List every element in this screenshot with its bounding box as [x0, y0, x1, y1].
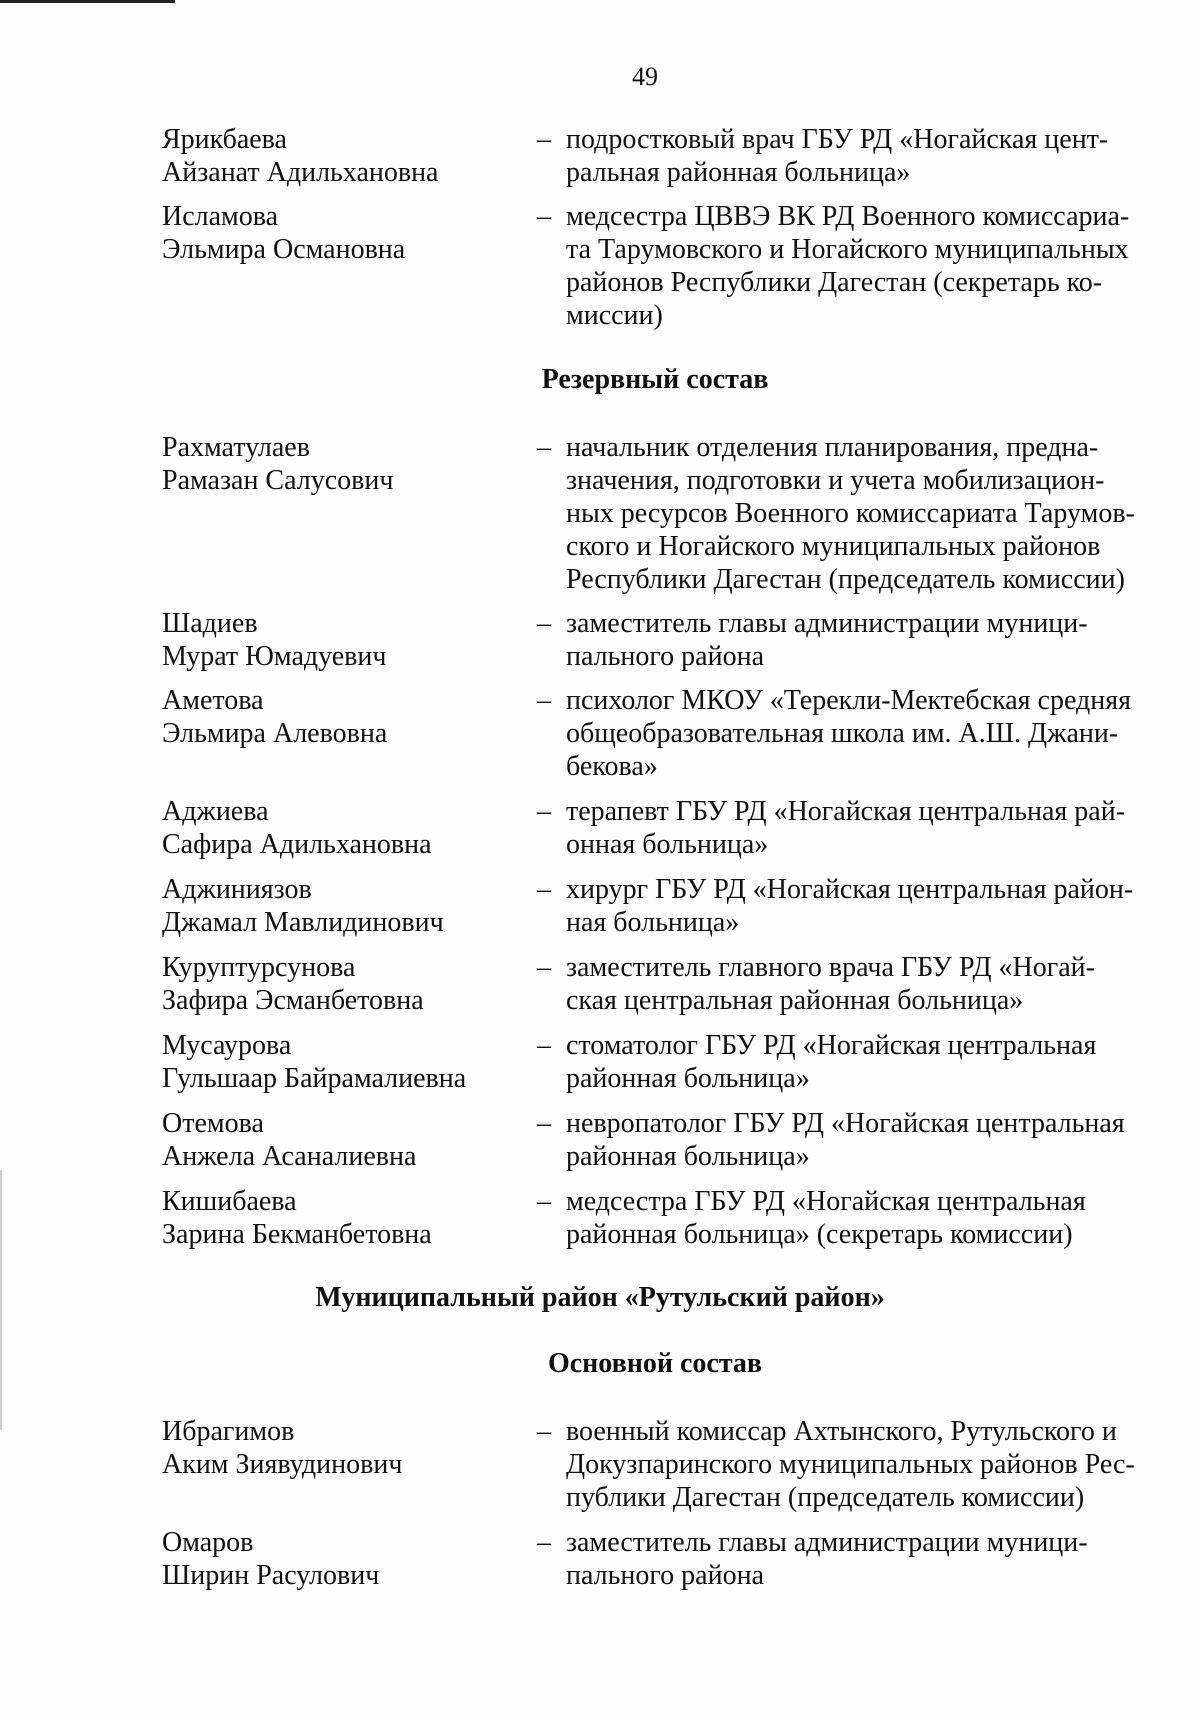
member-position: [566, 873, 1156, 939]
position-line: районная больница» (секретарь комиссии): [566, 1219, 1073, 1250]
position-line: хирург ГБУ РД «Ногайская центральная район-: [566, 874, 1134, 905]
member-given-names: Зафира Эсманбетовна: [162, 985, 424, 1016]
member-surname: Куруптурсунова: [162, 952, 356, 983]
member-name: [162, 431, 502, 497]
member-name: [162, 795, 502, 861]
member-surname: Кишибаева: [162, 1186, 297, 1217]
position-line: та Тарумовского и Ногайского муниципальных: [566, 234, 1129, 265]
dash: –: [537, 1108, 551, 1139]
position-line: районная больница»: [566, 1141, 810, 1172]
member-name: [162, 1029, 502, 1095]
position-line: заместитель главного врача ГБУ РД «Ногай-: [566, 952, 1095, 983]
member-position: [566, 684, 1156, 783]
member-given-names: Рамазан Салусович: [162, 465, 394, 496]
position-line: пального района: [566, 1560, 764, 1591]
position-line: ная больница»: [566, 907, 740, 938]
position-line: ных ресурсов Военного комиссариата Тарумов-: [566, 498, 1135, 529]
position-line: военный комиссар Ахтынского, Рутульского и: [566, 1416, 1117, 1447]
member-position: [566, 1029, 1156, 1095]
member-given-names: Гульшаар Байрамалиевна: [162, 1063, 467, 1094]
dash: –: [537, 952, 551, 983]
section-heading: Резервный состав: [541, 364, 769, 395]
position-line: стоматолог ГБУ РД «Ногайская центральная: [566, 1030, 1097, 1061]
member-name: [162, 1107, 502, 1173]
member-position: [566, 1526, 1156, 1592]
member-name: [162, 123, 502, 189]
dash: –: [537, 874, 551, 905]
member-surname: Отемова: [162, 1108, 264, 1139]
position-line: ральная районная больница»: [566, 157, 911, 188]
position-line: Докузпаринского муниципальных районов Рес-: [566, 1449, 1135, 1480]
member-position: [566, 123, 1156, 189]
member-surname: Шадиев: [162, 608, 258, 639]
member-given-names: Джамал Мавлидинович: [162, 907, 444, 938]
member-given-names: Ширин Расулович: [162, 1560, 380, 1591]
member-given-names: Сафира Адильхановна: [162, 829, 432, 860]
dash: –: [537, 1416, 551, 1447]
member-given-names: Анжела Асаналиевна: [162, 1141, 417, 1172]
member-given-names: Айзанат Адильхановна: [162, 157, 439, 188]
dash: –: [537, 796, 551, 827]
section-heading: Основной состав: [547, 1348, 763, 1379]
member-position: [566, 795, 1156, 861]
position-line: онная больница»: [566, 829, 769, 860]
position-line: районная больница»: [566, 1063, 810, 1094]
member-surname: Аджиниязов: [162, 874, 312, 905]
page-number: 49: [632, 62, 658, 91]
member-name: [162, 951, 502, 1017]
position-line: Республики Дагестан (председатель комиссии): [566, 564, 1125, 595]
position-line: пального района: [566, 641, 764, 672]
member-name: [162, 1185, 502, 1251]
member-given-names: Мурат Юмадуевич: [162, 641, 387, 672]
position-line: значения, подготовки и учета мобилизацион-: [566, 465, 1105, 496]
position-line: миссии): [566, 300, 663, 331]
member-position: [566, 200, 1156, 332]
member-position: [566, 951, 1156, 1017]
position-line: медсестра ЦВВЭ ВК РД Военного комиссариа-: [566, 201, 1130, 232]
position-line: бекова»: [566, 751, 658, 782]
dash: –: [537, 1527, 551, 1558]
position-line: начальник отделения планирования, предна-: [566, 432, 1099, 463]
dash: –: [537, 1186, 551, 1217]
member-position: [566, 1185, 1156, 1251]
member-given-names: Зарина Бекманбетовна: [162, 1219, 432, 1250]
member-given-names: Аким Зиявудинович: [162, 1449, 403, 1480]
member-name: [162, 873, 502, 939]
member-name: [162, 1526, 502, 1592]
member-surname: Омаров: [162, 1527, 254, 1558]
member-position: [566, 1107, 1156, 1173]
member-position: [566, 431, 1156, 596]
position-line: подростковый врач ГБУ РД «Ногайская цент-: [566, 124, 1109, 155]
member-surname: Исламова: [162, 201, 279, 232]
member-position: [566, 607, 1156, 673]
member-surname: Мусаурова: [162, 1030, 292, 1061]
member-name: [162, 200, 502, 266]
position-line: заместитель главы администрации муници-: [566, 608, 1088, 639]
dash: –: [537, 201, 551, 232]
member-surname: Ярикбаева: [162, 124, 287, 155]
position-line: терапевт ГБУ РД «Ногайская центральная рай-: [566, 796, 1126, 827]
position-line: ская центральная районная больница»: [566, 985, 1024, 1016]
dash: –: [537, 1030, 551, 1061]
member-surname: Ибрагимов: [162, 1416, 295, 1447]
dash: –: [537, 124, 551, 155]
member-name: [162, 1415, 502, 1481]
dash: –: [537, 685, 551, 716]
member-name: [162, 607, 502, 673]
district-heading: Муниципальный район «Рутульский район»: [315, 1282, 885, 1313]
member-given-names: Эльмира Османовна: [162, 234, 406, 265]
position-line: невропатолог ГБУ РД «Ногайская центральная: [566, 1108, 1125, 1139]
dash: –: [537, 608, 551, 639]
member-given-names: Эльмира Алевовна: [162, 718, 388, 749]
member-position: [566, 1415, 1156, 1514]
member-name: [162, 684, 502, 750]
top-rule: [0, 0, 175, 3]
position-line: публики Дагестан (председатель комиссии): [566, 1482, 1085, 1513]
position-line: психолог МКОУ «Терекли-Мектебская средняя: [566, 685, 1132, 716]
position-line: медсестра ГБУ РД «Ногайская центральная: [566, 1186, 1086, 1217]
position-line: районов Республики Дагестан (секретарь ко-: [566, 267, 1103, 298]
member-surname: Аджиева: [162, 796, 269, 827]
dash: –: [537, 432, 551, 463]
member-surname: Рахматулаев: [162, 432, 310, 463]
member-surname: Аметова: [162, 685, 264, 716]
position-line: общеобразовательная школа им. А.Ш. Джани-: [566, 718, 1119, 749]
position-line: ского и Ногайского муниципальных районов: [566, 531, 1101, 562]
position-line: заместитель главы администрации муници-: [566, 1527, 1088, 1558]
